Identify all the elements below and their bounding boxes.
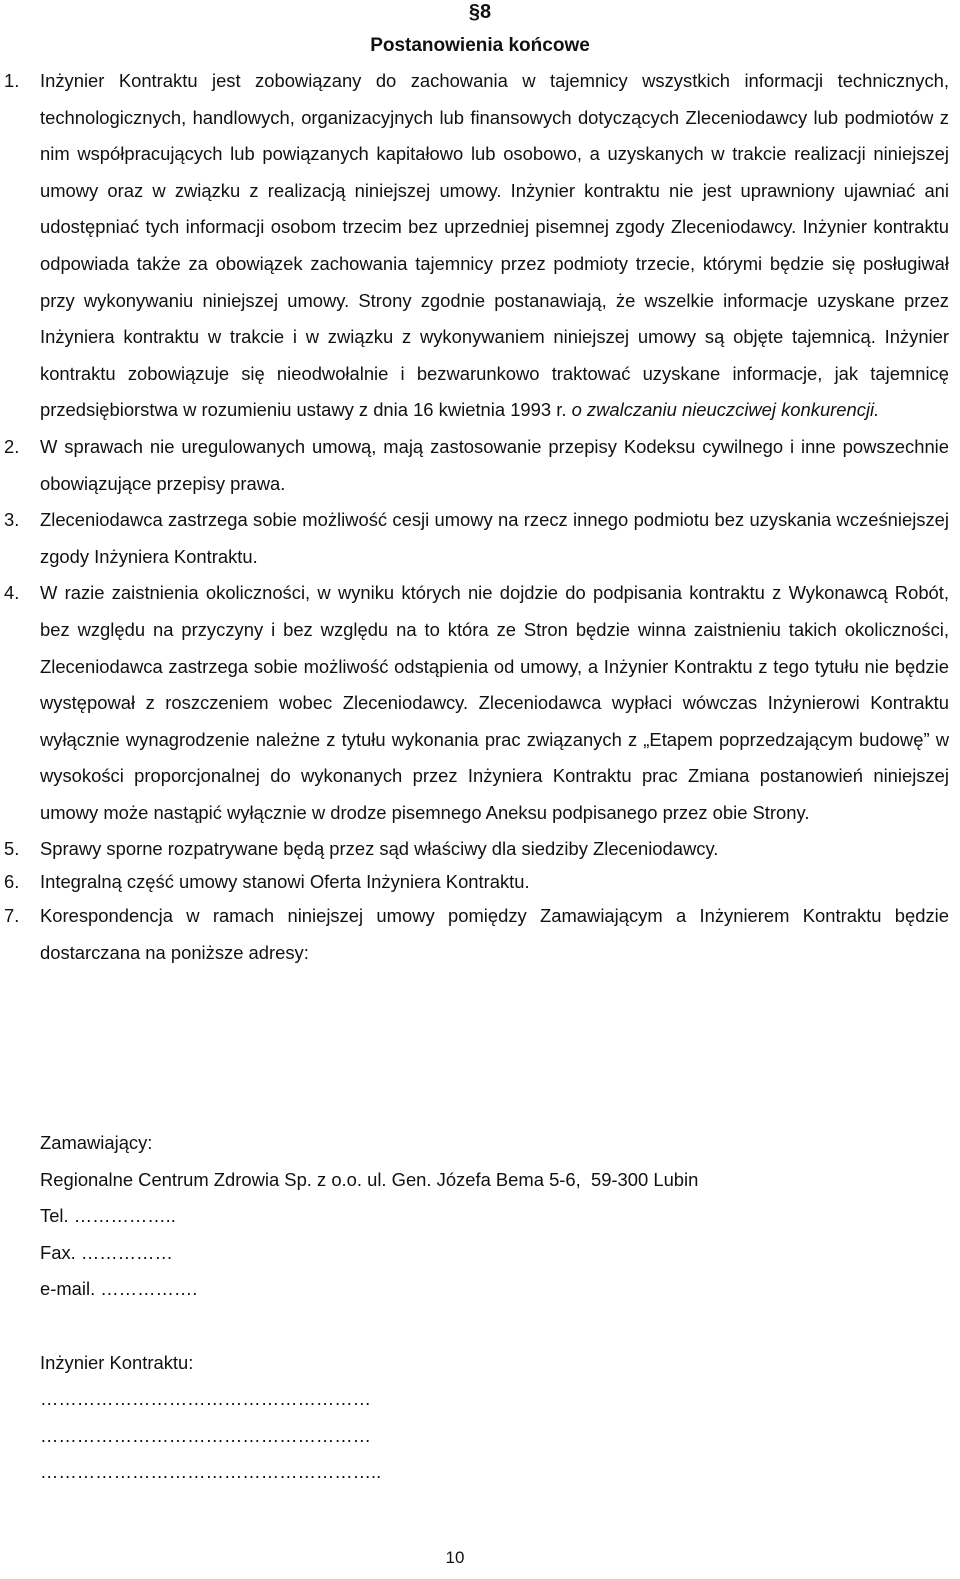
item-number: 6. <box>4 870 20 892</box>
item-text: Integralną część umowy stanowi Oferta Inżyniera Kontraktu. <box>40 870 530 892</box>
inzynier-label: Inżynier Kontraktu: <box>40 1351 194 1373</box>
inzynier-blank-line: ……………………………………………… <box>40 1424 372 1446</box>
item-number: 2. <box>4 435 20 457</box>
zamawiajacy-label: Zamawiający: <box>40 1132 153 1153</box>
provision-item-7 <box>0 898 960 971</box>
item-number: 1. <box>4 70 20 91</box>
item-text: Korespondencja w ramach niniejszej umowy pomiędzy Zamawiającym a Inżynierem Kontraktu będzie dostarczana na poniższe adresy: <box>40 905 949 964</box>
item-number: 5. <box>4 838 20 860</box>
address-block <box>0 1125 940 1491</box>
item-text: Zleceniodawca zastrzega sobie możliwość cesji umowy na rzecz innego podmiotu bez uzyskania wcześniejszej zgody Inżyniera Kontraktu. <box>40 509 949 567</box>
provision-item-1 <box>0 63 960 429</box>
inzynier-blank-line: ……………………………………………….. <box>40 1461 382 1483</box>
item-number: 7. <box>4 905 20 927</box>
provision-item-2 <box>0 429 960 502</box>
item-text: W sprawach nie uregulowanych umową, mają zastosowanie przepisy Kodeksu cywilnego i inne powszechnie obowiązujące przepisy prawa. <box>40 435 949 494</box>
provision-item-4 <box>0 575 960 831</box>
spacer <box>40 1308 940 1345</box>
zamawiajacy-fax: Fax. …………… <box>40 1241 173 1263</box>
zamawiajacy-tel: Tel. …………….. <box>40 1205 176 1227</box>
page-number: 10 <box>445 1548 465 1567</box>
provisions-list <box>0 63 960 972</box>
item-text: Sprawy sporne rozpatrywane będą przez sąd właściwy dla siedziby Zleceniodawcy. <box>40 838 719 860</box>
zamawiajacy-email: e-mail. ……………. <box>40 1278 198 1300</box>
provision-item-6 <box>0 866 960 899</box>
section-number: §8 <box>468 1 492 23</box>
item-text <box>40 63 949 429</box>
inzynier-blank-line: ……………………………………………… <box>40 1388 372 1410</box>
item-number: 3. <box>4 509 20 531</box>
item-text: W razie zaistnienia okoliczności, w wyniku których nie dojdzie do podpisania kontraktu z Wykonawcą Robót, bez względu na przyczyny i bez względu na to która ze Stron będzie winna zaistnieniu takich okoliczności, Zleceniodawca zastrzega sobie możliwość odstąpienia od umowy, a Inżynier Kontraktu z tego tytułu nie będzie występował z roszczeniem wobec Zleceniodawcy. Zleceniodawca wypłaci wówczas Inżynierowi Kontraktu wyłącznie wynagrodzenie należne z tytułu wykonania prac związanych z „Etapem poprzedzającym budowę” w wysokości proporcjonalnej do wykonanych przez Inżyniera Kontraktu prac Zmiana postanowień niniejszej umowy może nastąpić wyłącznie w drodze pisemnego Aneksu podpisanego przez obie Strony. <box>40 582 949 823</box>
item-number: 4. <box>4 582 20 604</box>
provision-item-3 <box>0 502 960 575</box>
zamawiajacy-address: Regionalne Centrum Zdrowia Sp. z o.o. ul. Gen. Józefa Bema 5-6, 59-300 Lubin <box>40 1168 699 1190</box>
provision-item-5 <box>0 833 960 866</box>
item-text-main: Inżynier Kontraktu jest zobowiązany do zachowania w tajemnicy wszystkich informacji technicznych, technologicznych, handlowych, organizacyjnych lub finansowych dotyczących Zleceniodawcy lub podmiotów z nim współpracujących lub powiązanych kapitałowo lub osobowo, a uzyskanych w trakcie realizacji niniejszej umowy oraz w związku z realizacją niniejszej umowy. Inżynier kontraktu nie jest uprawniony ujawniać ani udostępniać tych informacji osobom trzecim bez uprzedniej pisemnej zgody Zleceniodawcy. Inżynier kontraktu odpowiada także za obowiązek zachowania tajemnicy przez podmioty trzecie, którymi będzie się posługiwał przy wykonywaniu niniejszej umowy. Strony zgodnie postanawiają, że wszelkie informacje uzyskane przez Inżyniera kontraktu w trakcie i w związku z wykonywaniem niniejszej umowy są objęte tajemnicą. Inżynier kontraktu zobowiązuje się nieodwołalnie i bezwarunkowo traktować uzyskane informacje, jak tajemnicę przedsiębiorstwa w rozumieniu ustawy z dnia 16 kwietnia 1993 r. <box>40 70 949 421</box>
section-title: Postanowienia końcowe <box>370 35 590 56</box>
item-text-italic: o zwalczaniu nieuczciwej konkurencji. <box>571 399 880 421</box>
